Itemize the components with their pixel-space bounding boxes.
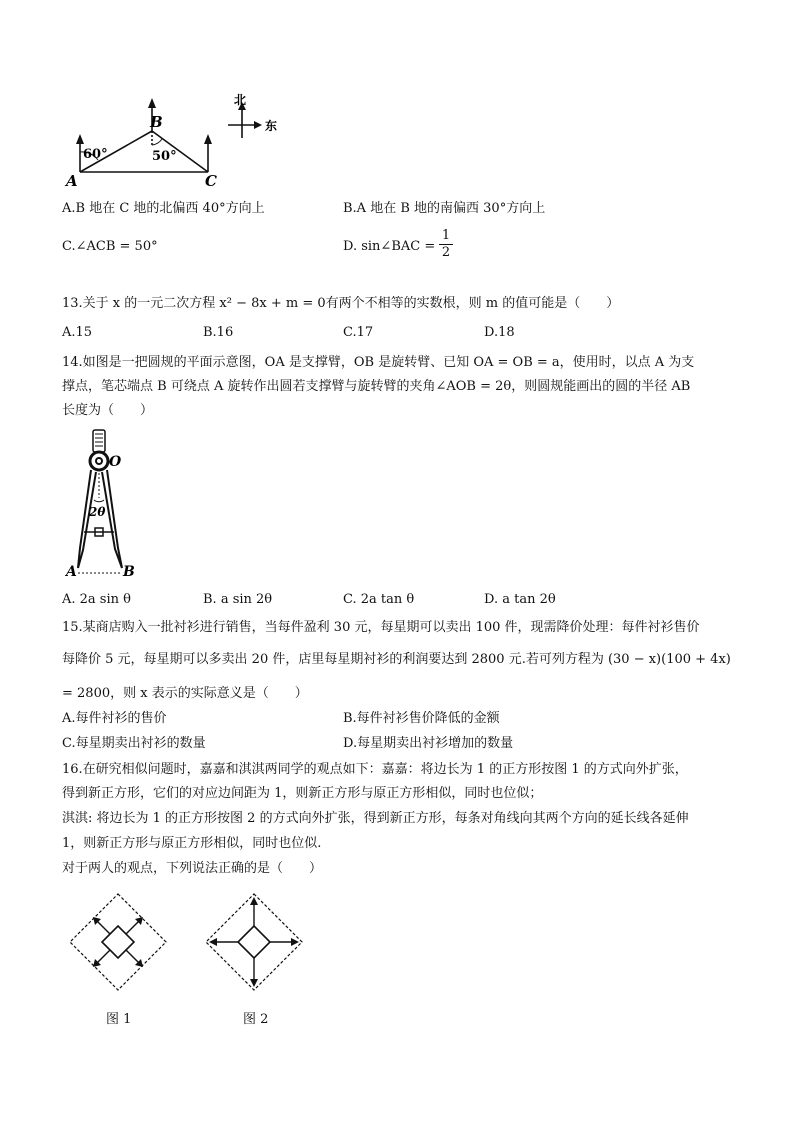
q15-stem-line-2: 每降价 5 元，每星期可以多卖出 20 件，店里每星期衬衫的利润要达到 2800 元.若可列方程为 (30 − x)(100 + 4x) <box>62 652 731 667</box>
q14-stem-line-2: 撑点，笔芯端点 B 可绕点 A 旋转作出圆若支撑臂与旋转臂的夹角∠AOB = 2θ，则圆规能画出的圆的半径 AB <box>62 379 691 394</box>
figure-1-caption: 图 1 <box>106 1012 132 1027</box>
q16-stem-line-4: 1，则新正方形与原正方形相似，同时也位似. <box>62 836 322 851</box>
q16-stem-line-1: 16.在研究相似问题时，嘉嘉和淇淇两同学的观点如下：嘉嘉：将边长为 1 的正方形按图 1 的方式向外扩张， <box>62 762 688 777</box>
fraction-denominator: 2 <box>439 244 453 261</box>
q14-option-a: A. 2a sin θ <box>62 592 131 607</box>
angle-50-label: 50° <box>152 149 177 164</box>
point-a-label: A <box>66 564 77 580</box>
q12-option-d-text: D. sin∠BAC = <box>343 239 436 254</box>
fraction-one-half <box>439 228 453 261</box>
q15-option-b: B.每件衬衫售价降低的金额 <box>343 711 500 726</box>
point-a-label: A <box>66 172 78 190</box>
q12-option-a: A.B 地在 C 地的北偏西 40°方向上 <box>62 201 265 216</box>
q12-option-b: B.A 地在 B 地的南偏西 30°方向上 <box>343 201 546 216</box>
north-label: 北 <box>234 93 247 107</box>
q14-option-d: D. a tan 2θ <box>484 592 556 607</box>
q15-option-c: C.每星期卖出衬衫的数量 <box>62 736 206 751</box>
q15-option-a: A.每件衬衫的售价 <box>62 711 167 726</box>
figure-2-squares <box>202 890 306 994</box>
q14-option-b: B. a sin 2θ <box>203 592 273 607</box>
compass-tool-figure <box>62 428 152 580</box>
fraction-numerator: 1 <box>441 228 451 243</box>
q16-stem-line-5: 对于两人的观点，下列说法正确的是（ ） <box>62 861 323 876</box>
q15-option-d: D.每星期卖出衬衫增加的数量 <box>343 736 514 751</box>
east-label: 东 <box>265 119 278 133</box>
q13-stem: 13.关于 x 的一元二次方程 x² − 8x + m = 0有两个不相等的实数根，则 m 的值可能是（ ） <box>62 296 620 311</box>
q14-option-c: C. 2a tan θ <box>343 592 415 607</box>
point-c-label: C <box>205 172 217 190</box>
q13-option-c: C.17 <box>343 325 374 340</box>
point-b-label: B <box>123 564 135 580</box>
q15-stem-line-3: = 2800，则 x 表示的实际意义是（ ） <box>62 686 308 701</box>
point-b-label: B <box>150 113 163 131</box>
angle-2theta-label: 2θ <box>89 505 106 519</box>
figure-2-caption: 图 2 <box>243 1012 269 1027</box>
q16-stem-line-2: 得到新正方形，它们的对应边间距为 1，则新正方形与原正方形相似，同时也位似； <box>62 786 543 801</box>
direction-figure <box>60 90 300 190</box>
q14-stem-line-3: 长度为（ ） <box>62 403 154 418</box>
q13-option-a: A.15 <box>62 325 93 340</box>
q12-option-c: C.∠ACB = 50° <box>62 239 158 254</box>
q12-option-d <box>343 239 435 254</box>
q14-stem-line-1: 14.如图是一把圆规的平面示意图，OA 是支撑臂，OB 是旋转臂、已知 OA = OB = a，使用时，以点 A 为支 <box>62 355 695 370</box>
q13-option-d: D.18 <box>484 325 515 340</box>
q15-stem-line-1: 15.某商店购入一批衬衫进行销售，当每件盈利 30 元，每星期可以卖出 100 件，现需降价处理：每件衬衫售价 <box>62 620 700 635</box>
angle-60-label: 60° <box>83 147 108 162</box>
compass-rose-icon <box>228 106 258 138</box>
q16-stem-line-3: 淇淇: 将边长为 1 的正方形按图 2 的方式向外扩张，得到新正方形，每条对角线向其两个方向的延长线各延伸 <box>62 811 689 826</box>
point-o-label: O <box>109 454 122 470</box>
figure-1-squares <box>66 890 170 994</box>
q13-option-b: B.16 <box>203 325 234 340</box>
